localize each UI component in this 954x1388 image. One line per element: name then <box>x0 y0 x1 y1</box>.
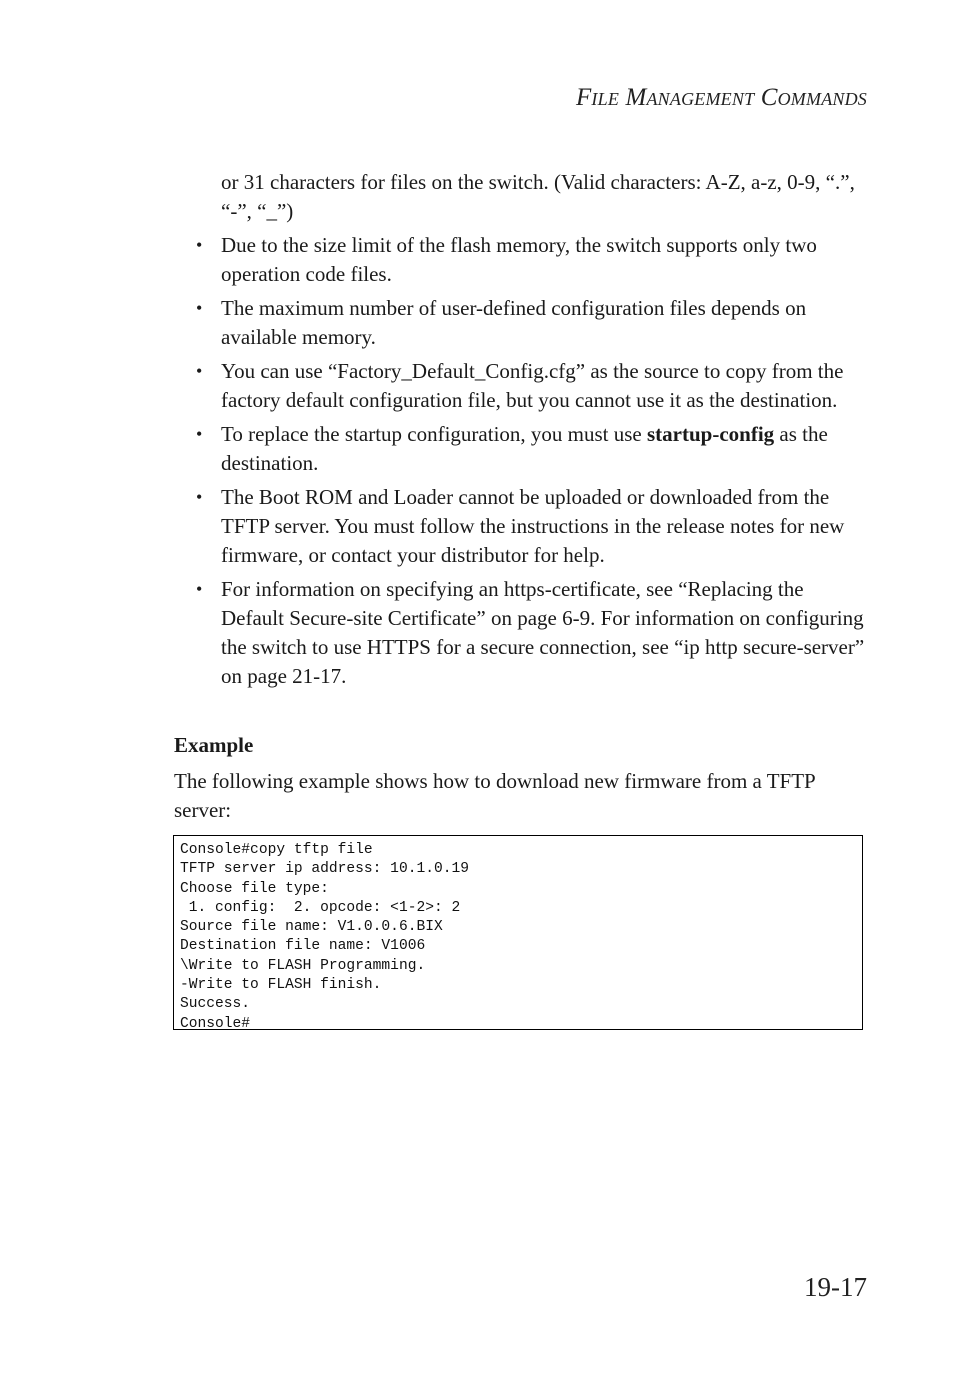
console-code-block <box>173 835 863 1030</box>
running-header: File Management Commands <box>575 84 867 111</box>
list-item: • The maximum number of user-defined configuration files depends on available memory. <box>221 294 871 352</box>
code-line: 1. config: 2. opcode: <1-2>: 2 <box>180 899 461 916</box>
example-intro-paragraph: The following example shows how to download new firmware from a TFTP server: <box>174 769 815 822</box>
example-heading: Example <box>174 733 254 757</box>
code-line: \Write to FLASH Programming. <box>180 957 426 974</box>
continuation-paragraph: or 31 characters for files on the switch. (Valid characters: A-Z, a-z, 0-9, “.”, “-”, “_”) <box>221 170 855 223</box>
code-line: Choose file type: <box>180 880 329 897</box>
list-item: • You can use “Factory_Default_Config.cfg” as the source to copy from the factory default configuration file, but you cannot use it as the destination. <box>221 357 871 415</box>
page-number: 19-17 <box>804 1272 867 1302</box>
list-item-text-after: as the destination. <box>221 422 828 475</box>
code-line: TFTP server ip address: 10.1.0.19 <box>180 861 470 878</box>
list-item-text-before: To replace the startup configuration, you must use <box>221 422 647 446</box>
list-item: • Due to the size limit of the flash memory, the switch supports only two operation code files. <box>221 231 871 289</box>
code-line: -Write to FLASH finish. <box>180 977 382 994</box>
code-line: Success. <box>180 996 251 1013</box>
list-item <box>221 420 871 478</box>
notes-bullet-list <box>221 231 871 696</box>
code-line: Source file name: V1.0.0.6.BIX <box>180 919 443 936</box>
code-line: Console# <box>180 1015 251 1032</box>
code-line: Destination file name: V1006 <box>180 938 426 955</box>
list-item: • The Boot ROM and Loader cannot be uploaded or downloaded from the TFTP server. You must follow the instructions in the release notes for new firmware, or contact your distributor for help. <box>221 483 871 570</box>
code-line: Console#copy tftp file <box>180 842 373 858</box>
list-item: • For information on specifying an https-certificate, see “Replacing the Default Secure-site Certificate” on page 6-9. For information on configuring the switch to use HTTPS for a secure connection, see “ip http secure-server” on page 21-17. <box>221 575 871 691</box>
command-keyword-startup-config: startup-config <box>647 422 775 446</box>
